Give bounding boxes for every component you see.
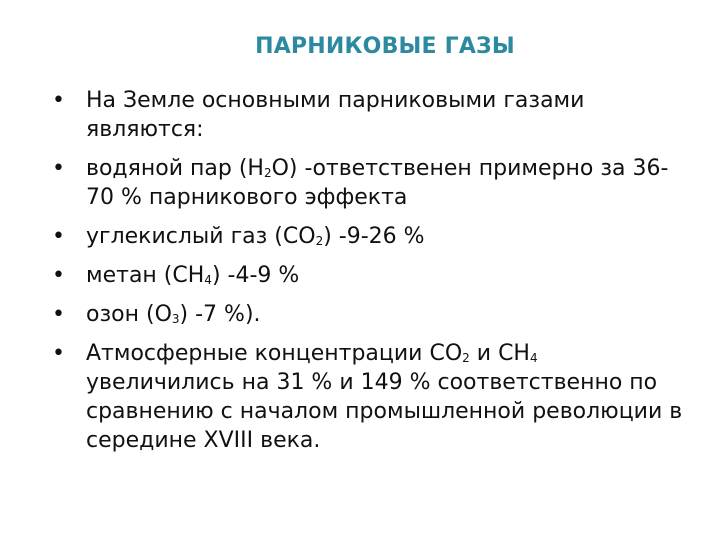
bullet-item-methane: [52, 261, 692, 290]
bullet-text: [86, 341, 682, 453]
bullet-item-ozone: [52, 300, 692, 329]
bullet-icon: •: [52, 224, 65, 249]
bullet-list: [52, 86, 692, 465]
text-part: углекислый газ (СО: [86, 224, 316, 249]
bullet-item-co2: [52, 222, 692, 251]
bullet-text: На Земле основными парниковыми газами являются:: [86, 88, 585, 142]
bullet-icon: •: [52, 341, 65, 366]
text-part: Атмосферные концентрации СО: [86, 341, 463, 366]
subscript: 4: [204, 273, 212, 287]
text-part: метан (СН: [86, 263, 205, 288]
bullet-item-intro: [52, 86, 692, 144]
subscript: 2: [263, 166, 272, 180]
slide-title: ПАРНИКОВЫЕ ГАЗЫ: [255, 34, 515, 59]
text-part: О) -ответственен примерно за 36-70 % парникового эффекта: [86, 156, 669, 210]
bullet-text: [86, 263, 299, 288]
text-part: ) -7 %).: [179, 302, 261, 327]
text-part: озон (О: [86, 302, 172, 327]
text-part: увеличились на 31 % и 149 % соответственно по сравнению с началом промышленной революции в середине XVIII века.: [86, 370, 683, 453]
text-part: водяной пар (Н: [86, 156, 264, 181]
bullet-item-concentrations: [52, 339, 692, 455]
bullet-text: [86, 156, 668, 210]
bullet-icon: •: [52, 88, 65, 113]
text-part: и СН: [469, 341, 530, 366]
bullet-icon: •: [52, 156, 65, 181]
subscript: 4: [529, 351, 538, 365]
subscript: 2: [315, 234, 324, 248]
subscript: 3: [171, 312, 180, 326]
bullet-text: [86, 302, 261, 327]
subscript: 2: [462, 351, 470, 365]
bullet-icon: •: [52, 263, 65, 288]
bullet-icon: •: [52, 302, 65, 327]
text-part: ) -4-9 %: [211, 263, 300, 288]
text-part: ) -9-26 %: [323, 224, 425, 249]
bullet-text: [86, 224, 425, 249]
bullet-item-water-vapor: [52, 154, 692, 212]
